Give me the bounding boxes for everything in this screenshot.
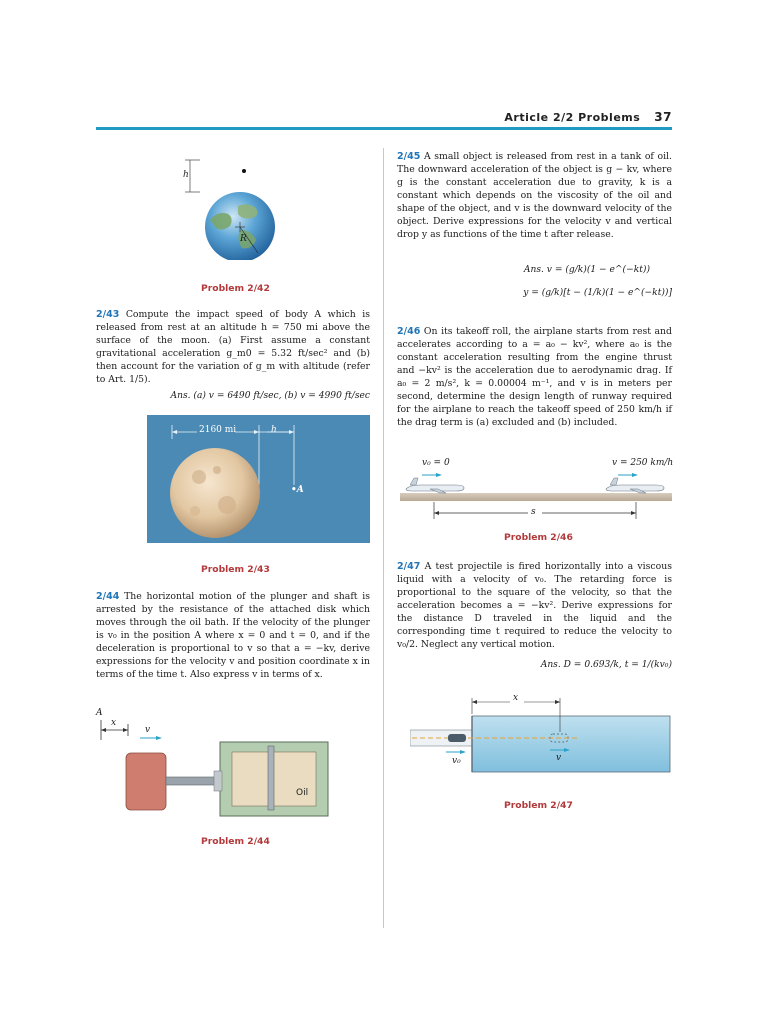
problem-text: Compute the impact speed of body A which is released from rest at an altitude h = 750 mi above the surface of the moon. (a) First assume a constant gravitational acceleration g_m0 = 5.32 ft/sec² and (b) then account for the variation of g_m with altitude (refer to Art. 1/5). xyxy=(96,309,370,386)
running-header xyxy=(504,110,672,124)
label-v: v xyxy=(145,725,151,735)
label-v: v = 250 km/h xyxy=(612,458,674,468)
plunger-head xyxy=(126,753,166,810)
problem-text: On its takeoff roll, the airplane starts from rest and accelerates according to a = a₀ − kv², where a₀ is the constant acceleration resulting from the engine thrust and −kv² is the acceleration due to aerodynamic drag. If a₀ = 2 m/s², k = 0.00004 m⁻¹, and v is in meters per second, determine the design length of runway required for the airplane to reach the takeoff speed of 250 km/h if the drag term is (a) excluded and (b) included. xyxy=(397,326,672,429)
label-R: R xyxy=(240,234,247,244)
problem-text: A test projectile is fired horizontally into a viscous liquid with a velocity of v₀. The retarding force is proportional to the square of the velocity, so that the acceleration becomes a = −kv². Derive expressions for the distance D traveled in the liquid and the corresponding time t required to reduce the velocity to v₀/2. Neglect any vertical motion. xyxy=(397,561,672,651)
problem-number: 2/43 xyxy=(96,309,120,320)
label-A: A xyxy=(96,708,103,718)
problem-2-44 xyxy=(96,590,370,681)
problem-text: A small object is released from rest in a tank of oil. The downward acceleration of the object is g − kv, where g is the constant acceleration due to gravity, k is a constant which depends on the viscosity of the oil and shape of the object, and v is the downward velocity of the object. Derive expressions for the velocity v and vertical drop y as functions of the time t after release. xyxy=(397,151,672,241)
disk xyxy=(268,746,274,810)
problem-2-47 xyxy=(397,560,672,651)
label-oil: Oil xyxy=(296,788,309,798)
problem-number: 2/45 xyxy=(397,151,421,162)
problem-2-45 xyxy=(397,150,672,241)
caption-problem-2-46: Problem 2/46 xyxy=(504,532,573,543)
label-x: x xyxy=(513,693,519,703)
liquid-tank xyxy=(472,716,670,772)
runway xyxy=(400,493,672,501)
label-v0: v₀ = 0 xyxy=(422,458,450,468)
answer-2-45-drop: y = (g/k)[t − (1/k)(1 − e^(−kt))] xyxy=(523,288,672,298)
label-h: h xyxy=(271,425,277,435)
label-h: h xyxy=(183,170,189,180)
projectile xyxy=(448,734,466,742)
caption-problem-2-42: Problem 2/42 xyxy=(201,283,270,294)
problem-text: The horizontal motion of the plunger and shaft is arrested by the resistance of the attached disk which moves through the oil bath. If the velocity of the plunger is v₀ in the position A where x = 0 and t = 0, and if the deceleration is proportional to v so that a = −kv, derive expressions for the velocity v and position coordinate x in terms of the time t. Also express v in terms of x. xyxy=(96,591,370,681)
answer-2-47: Ans. D = 0.693/k, t = 1/(kv₀) xyxy=(540,660,672,670)
figure-problem-2-42 xyxy=(180,150,300,260)
problem-2-43 xyxy=(96,308,370,386)
problem-number: 2/44 xyxy=(96,591,120,602)
article-title: Article 2/2 Problems xyxy=(504,111,641,124)
label-v: v xyxy=(556,753,562,763)
label-s: s xyxy=(531,507,536,517)
figure-problem-2-44 xyxy=(96,708,386,826)
problem-number: 2/46 xyxy=(397,326,421,337)
moon-globe xyxy=(170,448,260,538)
label-distance: 2160 mi xyxy=(199,425,237,435)
caption-problem-2-44: Problem 2/44 xyxy=(201,836,270,847)
figure-problem-2-43 xyxy=(147,415,370,543)
answer-2-43: Ans. (a) v = 6490 ft/sec, (b) v = 4990 ft/sec xyxy=(170,391,370,401)
header-rule xyxy=(96,127,672,130)
figure-problem-2-46 xyxy=(400,455,672,523)
answer-2-45-velocity: Ans. v = (g/k)(1 − e^(−kt)) xyxy=(523,265,650,275)
page-number: 37 xyxy=(654,110,672,124)
label-A: •A xyxy=(291,485,304,495)
airplane-end xyxy=(606,478,664,493)
caption-problem-2-47: Problem 2/47 xyxy=(504,800,573,811)
label-x: x xyxy=(111,718,117,728)
problem-number: 2/47 xyxy=(397,561,421,572)
airplane-start xyxy=(406,478,464,493)
caption-problem-2-43: Problem 2/43 xyxy=(201,564,270,575)
label-v0: v₀ xyxy=(452,756,461,766)
problem-2-46 xyxy=(397,325,672,429)
figure-problem-2-47 xyxy=(410,690,672,780)
